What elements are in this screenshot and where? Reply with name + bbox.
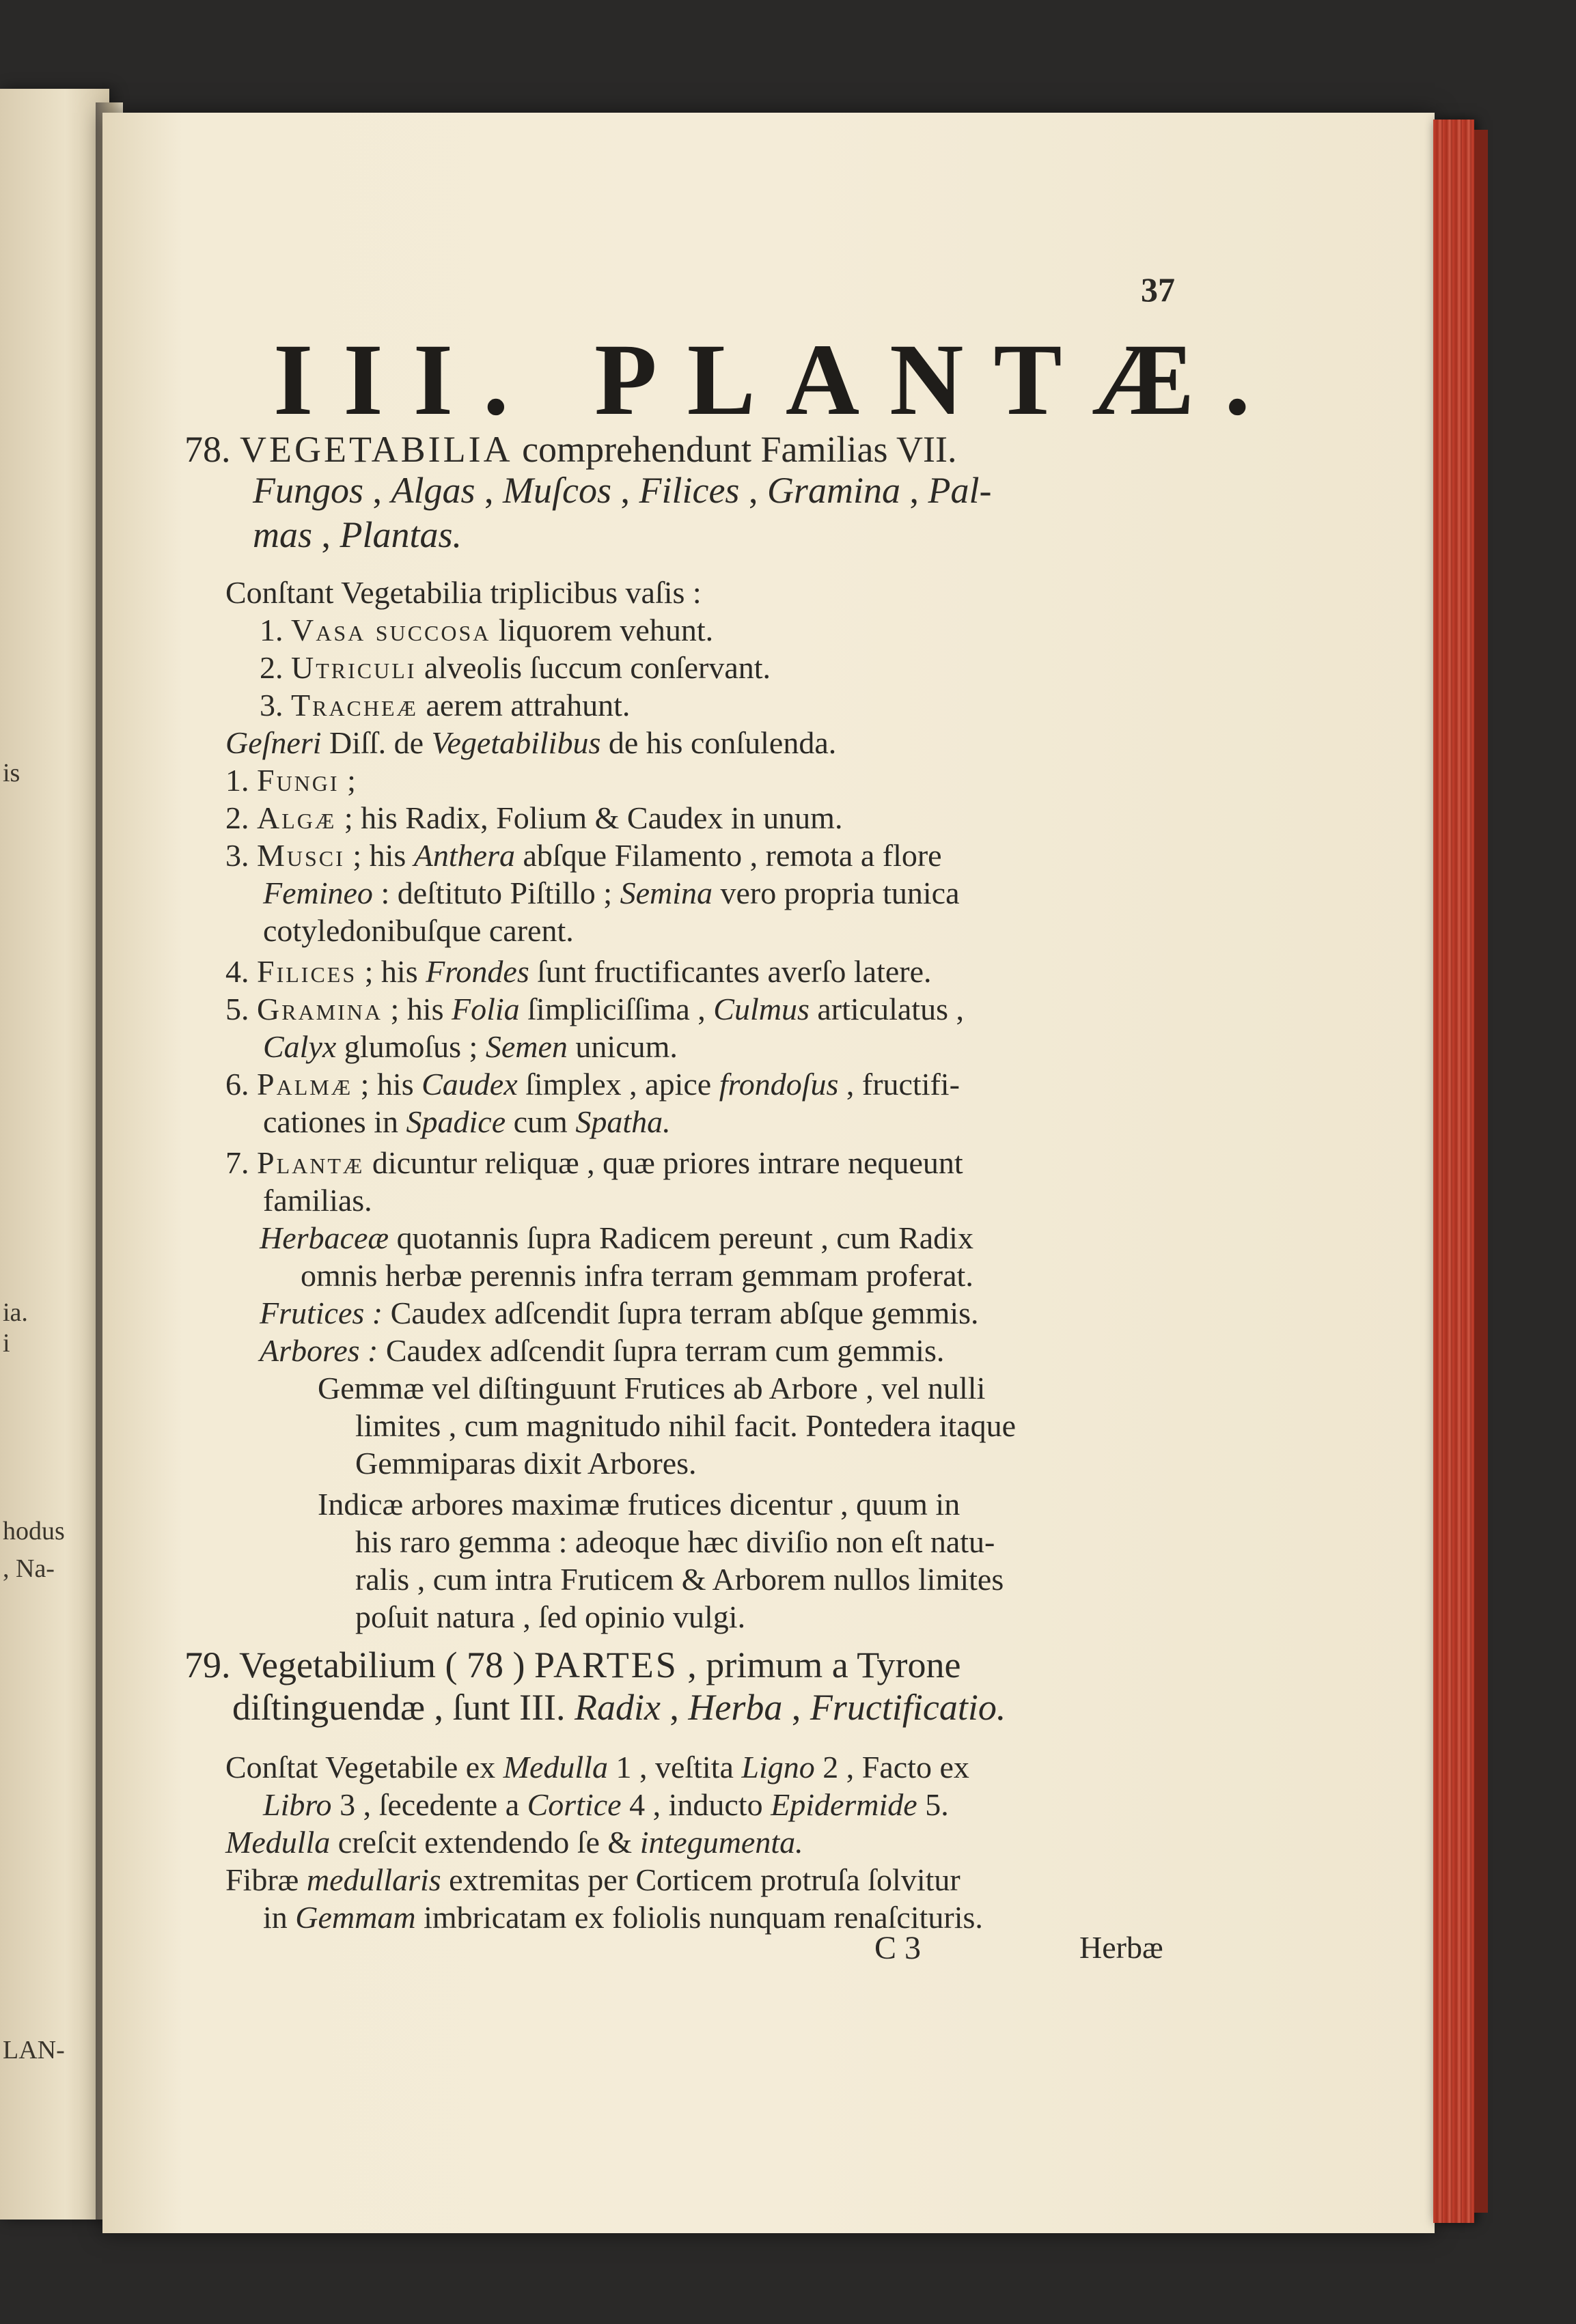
- text: ,: [611, 470, 639, 511]
- small-caps-term: Fungi: [257, 763, 340, 798]
- body-line: omnis herbæ perennis infra terram gemmam proferat.: [301, 1258, 973, 1293]
- text: Caudex adſcendit ſupra terram abſque gemmis.: [383, 1296, 979, 1330]
- item-number: 3.: [225, 838, 257, 873]
- body-line: [260, 686, 630, 725]
- catchword: Herbæ: [1079, 1930, 1163, 1965]
- term: Plantas.: [340, 514, 462, 555]
- text: aerem attrahunt.: [418, 688, 631, 723]
- family-line: [225, 990, 964, 1028]
- note-line: limites , cum magnitudo nihil facit. Pontedera itaque: [355, 1408, 1017, 1443]
- term: Gramina: [766, 470, 900, 511]
- term: medullaris: [306, 1862, 441, 1897]
- text: 1 , veſtita: [607, 1750, 742, 1784]
- text: 3 , ſecedente a: [331, 1787, 527, 1822]
- family-line: [263, 1028, 678, 1066]
- section-number: 79.: [184, 1644, 231, 1685]
- term: Algas: [391, 470, 475, 511]
- note-line: Indicæ arbores maximæ frutices dicentur , quum in: [318, 1487, 960, 1522]
- facing-fragment: hodus: [3, 1517, 65, 1545]
- family-line: cotyledonibuſque carent.: [263, 913, 574, 948]
- term: Herbaceæ: [260, 1220, 389, 1255]
- text: quotannis ſupra Radicem pereunt , cum Radix: [389, 1220, 973, 1255]
- body-line: [225, 724, 836, 762]
- term: Fructificatio.: [810, 1687, 1006, 1728]
- text: ; his Radix, Folium & Caudex in unum.: [336, 800, 843, 835]
- term: Frondes: [426, 954, 529, 989]
- small-caps-term: Plantæ: [257, 1145, 365, 1180]
- text: imbricatam ex foliolis nunquam renaſcituris.: [415, 1900, 983, 1935]
- family-line: [263, 1103, 671, 1141]
- term: Caudex: [421, 1067, 518, 1102]
- text: cum: [506, 1104, 576, 1139]
- body-line: [225, 1748, 969, 1787]
- facing-fragment: LAN-: [3, 2036, 65, 2064]
- text: Diſſ. de: [321, 725, 432, 760]
- text: : deſtituto Piſtillo ;: [372, 876, 620, 910]
- text: ; his: [383, 992, 452, 1026]
- item-number: 7.: [225, 1145, 257, 1180]
- text: ;: [339, 763, 356, 798]
- text: cationes in: [263, 1104, 406, 1139]
- text: articulatus ,: [809, 992, 964, 1026]
- facing-fragment: ia.: [3, 1298, 28, 1327]
- book-cover-edge: [1474, 130, 1488, 2213]
- text: Vegetabilium ( 78 ): [239, 1644, 534, 1685]
- term: Gemmam: [295, 1900, 416, 1935]
- item-number: 4.: [225, 954, 257, 989]
- body-line: [260, 1294, 979, 1332]
- family-line: [225, 953, 932, 991]
- section-79-line-2: [232, 1688, 1006, 1726]
- text: ſimplex , apice: [517, 1067, 719, 1102]
- body-line: [260, 649, 771, 687]
- term: Fungos: [253, 470, 363, 511]
- family-line: familias.: [263, 1183, 372, 1218]
- note-line: ralis , cum intra Fruticem & Arborem nullos limites: [355, 1562, 1004, 1597]
- term: Filices: [639, 470, 740, 511]
- term: Vegetabilibus: [431, 725, 601, 760]
- text: ſunt fructificantes averſo latere.: [529, 954, 932, 989]
- body-line: [260, 611, 713, 649]
- term: Femineo: [263, 876, 373, 910]
- text: diſtinguendæ , ſunt III.: [232, 1687, 575, 1728]
- term: Spadice: [406, 1104, 506, 1139]
- text: unicum.: [567, 1029, 678, 1064]
- text: ; his: [344, 838, 414, 873]
- small-caps-term: Gramina: [257, 992, 383, 1026]
- term: Herba: [688, 1687, 783, 1728]
- text: ,: [900, 470, 928, 511]
- family-line: [263, 874, 959, 912]
- small-caps-term: Tracheæ: [291, 688, 419, 723]
- text: , fructifi-: [838, 1067, 960, 1102]
- term: Arbores :: [260, 1333, 378, 1368]
- section-78-line-2: [253, 471, 991, 509]
- term: Folia: [451, 992, 520, 1026]
- text: ,: [660, 1687, 689, 1728]
- text: ,: [363, 470, 391, 511]
- page-edges: [1433, 120, 1474, 2223]
- family-line: [225, 1144, 963, 1182]
- item-number: 2.: [225, 800, 257, 835]
- term: Geſneri: [225, 725, 322, 760]
- body-line: [225, 1861, 960, 1899]
- item-number: 1.: [225, 763, 257, 798]
- text: ; his: [352, 1067, 422, 1102]
- item-number: 6.: [225, 1067, 257, 1102]
- facing-fragment: , Na-: [3, 1554, 55, 1583]
- term: mas: [253, 514, 313, 555]
- text: Fibræ: [225, 1862, 307, 1897]
- term: Pal-: [928, 470, 992, 511]
- text: 2 , Facto ex: [814, 1750, 969, 1784]
- item-number: 2.: [260, 650, 291, 685]
- text: 4 , inducto: [621, 1787, 771, 1822]
- page-title: III. PLANTÆ.: [273, 323, 1280, 436]
- term: Libro: [263, 1787, 332, 1822]
- small-caps-term: Palmæ: [257, 1067, 353, 1102]
- small-caps-term: Musci: [257, 838, 345, 873]
- text: creſcit extendendo ſe &: [330, 1825, 640, 1860]
- term: Anthera: [413, 838, 515, 873]
- section-number: 78.: [184, 429, 231, 470]
- text: liquorem vehunt.: [490, 613, 714, 647]
- family-line: [225, 761, 356, 800]
- term: Medulla: [503, 1750, 608, 1784]
- item-number: 1.: [260, 613, 291, 647]
- small-caps-term: Filices: [257, 954, 357, 989]
- item-number: 3.: [260, 688, 291, 723]
- facing-page: [0, 89, 109, 2220]
- facing-fragment: is: [3, 759, 20, 787]
- text: glumoſus ;: [336, 1029, 486, 1064]
- section-78-line-1: [184, 430, 956, 468]
- family-line: [225, 837, 942, 875]
- text: abſque Filamento , remota a flore: [514, 838, 942, 873]
- body-line: [260, 1332, 944, 1370]
- small-caps-term: Vasa succosa: [291, 613, 491, 647]
- facing-fragment: i: [3, 1329, 10, 1358]
- text: dicuntur reliquæ , quæ priores intrare nequeunt: [364, 1145, 963, 1180]
- text: ,: [782, 1687, 810, 1728]
- body-line: [225, 1823, 803, 1862]
- signature-mark: C 3: [874, 1930, 922, 1966]
- text: extremitas per Corticem protruſa ſolvitur: [441, 1862, 960, 1897]
- term: Semen: [485, 1029, 568, 1064]
- note-line: Gemmiparas dixit Arbores.: [355, 1446, 697, 1481]
- note-line: poſuit natura , ſed opinio vulgi.: [355, 1599, 746, 1634]
- text: 5.: [917, 1787, 949, 1822]
- term: Cortice: [527, 1787, 622, 1822]
- text: Conſtat Vegetabile ex: [225, 1750, 503, 1784]
- item-number: 5.: [225, 992, 257, 1026]
- text: ; his: [357, 954, 426, 989]
- family-line: [225, 799, 842, 837]
- text: alveolis ſuccum conſervant.: [416, 650, 771, 685]
- body-line: Conſtant Vegetabilia triplicibus vaſis :: [225, 575, 702, 610]
- section-heading: VEGETABILIA: [240, 429, 513, 470]
- term: Ligno: [741, 1750, 815, 1784]
- section-text: comprehendunt Familias VII.: [512, 429, 957, 470]
- text: vero propria tunica: [713, 876, 960, 910]
- text: in: [263, 1900, 296, 1935]
- term: Spatha.: [575, 1104, 671, 1139]
- term: frondoſus: [719, 1067, 839, 1102]
- section-heading: PARTES: [534, 1644, 678, 1685]
- term: Muſcos: [503, 470, 611, 511]
- text: ,: [739, 470, 767, 511]
- text: de his conſulenda.: [600, 725, 837, 760]
- term: Calyx: [263, 1029, 337, 1064]
- term: Semina: [620, 876, 713, 910]
- section-78-line-3: [253, 516, 462, 554]
- term: Frutices :: [260, 1296, 383, 1330]
- body-line: [263, 1786, 949, 1824]
- term: Medulla: [225, 1825, 331, 1860]
- note-line: Gemmæ vel diſtinguunt Frutices ab Arbore , vel nulli: [318, 1371, 986, 1405]
- small-caps-term: Utriculi: [291, 650, 417, 685]
- term: integumenta.: [639, 1825, 803, 1860]
- note-line: his raro gemma : adeoque hæc diviſio non eſt natu-: [355, 1524, 995, 1559]
- term: Epidermide: [771, 1787, 917, 1822]
- text: ,: [312, 514, 340, 555]
- term: Radix: [574, 1687, 661, 1728]
- text: ſimpliciſſima ,: [519, 992, 714, 1026]
- term: Culmus: [713, 992, 810, 1026]
- text: , primum a Tyrone: [678, 1644, 961, 1685]
- body-line: [260, 1219, 973, 1257]
- family-line: [225, 1065, 960, 1104]
- small-caps-term: Algæ: [257, 800, 337, 835]
- section-79-line-1: [184, 1646, 960, 1684]
- page-number: 37: [1141, 270, 1175, 309]
- text: ,: [475, 470, 503, 511]
- text: Caudex adſcendit ſupra terram cum gemmis.: [378, 1333, 945, 1368]
